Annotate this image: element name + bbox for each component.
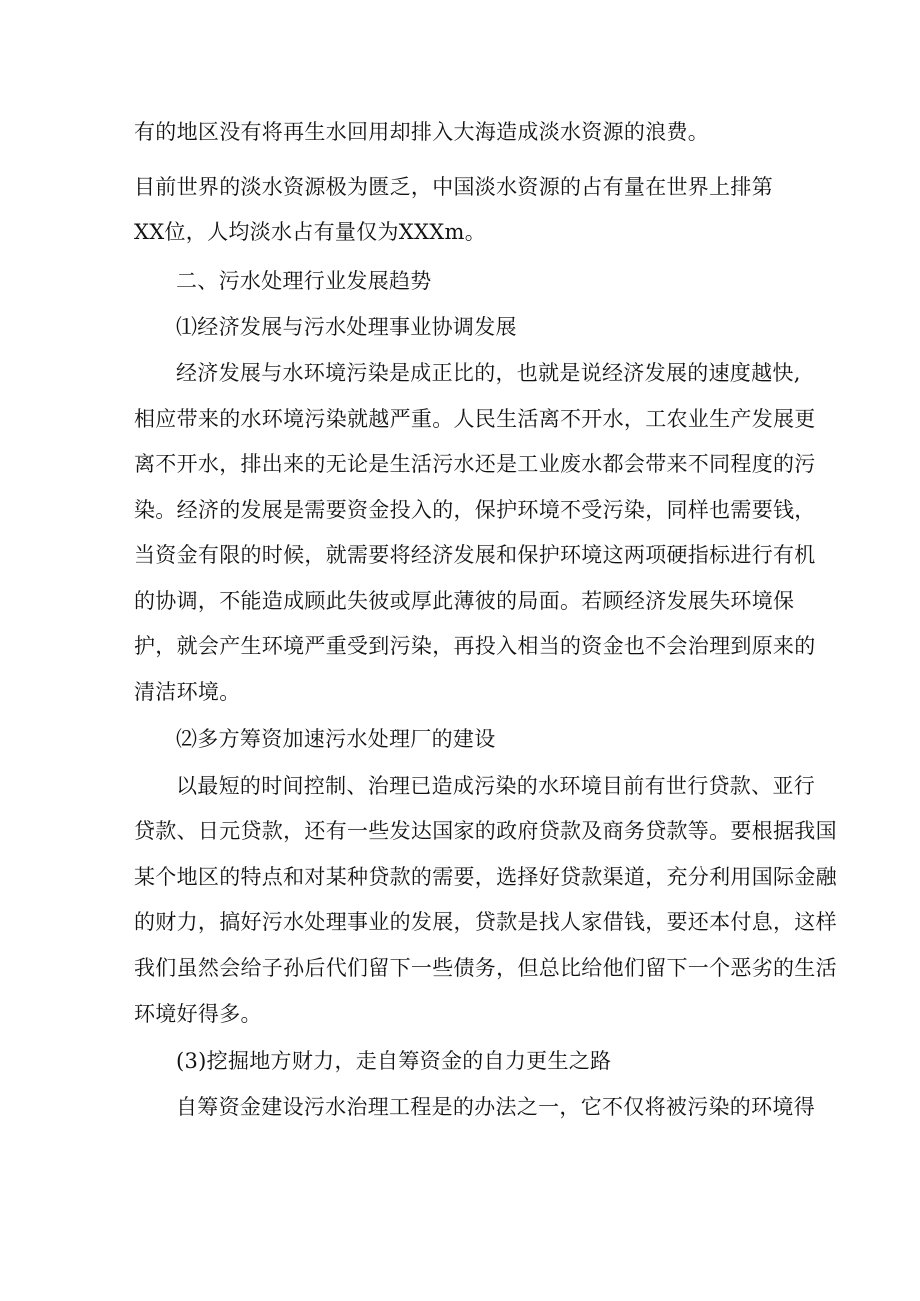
paragraph-line: 经济发展与水环境污染是成正比的，也就是说经济发展的速度越快, — [176, 361, 801, 385]
paragraph-line: 某个地区的特点和对某种贷款的需要，选择好贷款渠道，充分利用国际金融 — [134, 865, 837, 889]
paragraph-line: 自筹资金建设污水治理工程是的办法之一，它不仅将被污染的环境得 — [176, 1095, 815, 1119]
paragraph-line: 相应带来的水环境污染就越严重。人民生活离不开水，工农业生产发展更 — [134, 407, 816, 431]
paragraph-line: 以最短的时间控制、治理已造成污染的水环境目前有世行贷款、亚行 — [176, 774, 815, 798]
paragraph-line: 的协调，不能造成顾此失彼或厚此薄彼的局面。若顾经济发展失环境保 — [134, 589, 795, 613]
subsection-heading: ⑵多方筹资加速污水处理厂的建设 — [176, 727, 496, 751]
paragraph-line: 贷款、日元贷款，还有一些发达国家的政府贷款及商务贷款等。要根据我国 — [134, 819, 837, 843]
subsection-heading: ⑴经济发展与污水处理事业协调发展 — [176, 315, 517, 339]
paragraph-line: 清洁环境。 — [134, 680, 241, 704]
paragraph-line: XX位，人均淡水占有量仅为XXXm。 — [134, 220, 487, 244]
subsection-heading: (3)挖掘地方财力，走自筹资金的自力更生之路 — [176, 1049, 612, 1073]
paragraph-line: 的财力，搞好污水处理事业的发展，贷款是找人家借钱，要还本付息，这样 — [134, 910, 837, 934]
paragraph-line: 我们虽然会给子孙后代们留下一些债务，但总比给他们留下一个恶劣的生活 — [134, 956, 837, 980]
paragraph-line: 目前世界的淡水资源极为匮乏，中国淡水资源的占有量在世界上排第 — [134, 175, 773, 199]
paragraph-line: 当资金有限的时候，就需要将经济发展和保护环境这两项硬指标进行有机 — [134, 543, 816, 567]
section-heading: 二、污水处理行业发展趋势 — [176, 269, 432, 293]
paragraph-line: 染。经济的发展是需要资金投入的，保护环境不受污染，同样也需要钱， — [134, 498, 816, 522]
paragraph-line: 离不开水，排出来的无论是生活污水还是工业废水都会带来不同程度的污 — [134, 452, 816, 476]
paragraph-line: 有的地区没有将再生水回用却排入大海造成淡水资源的浪费。 — [134, 120, 710, 144]
paragraph-line: 环境好得多。 — [134, 1002, 262, 1026]
paragraph-line: 护，就会产生环境严重受到污染，再投入相当的资金也不会治理到原来的 — [134, 634, 816, 658]
